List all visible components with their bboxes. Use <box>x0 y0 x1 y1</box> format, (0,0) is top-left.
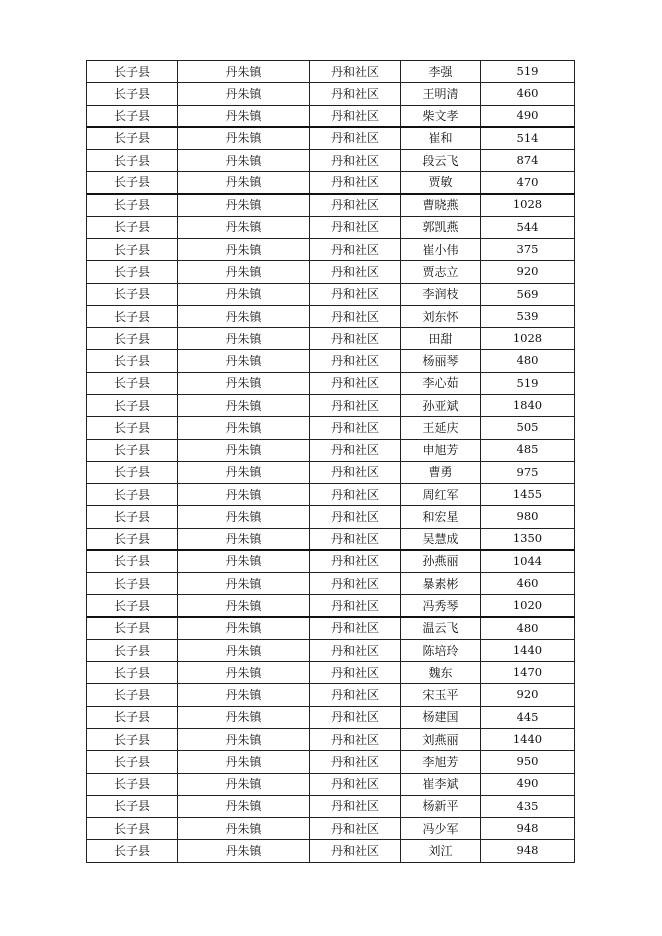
amount-cell: 948 <box>481 840 575 861</box>
table-row <box>87 395 575 417</box>
town-cell: 丹朱镇 <box>178 83 310 104</box>
community-cell: 丹和社区 <box>310 261 401 282</box>
community-cell: 丹和社区 <box>310 618 401 639</box>
town-cell: 丹朱镇 <box>178 172 310 192</box>
table-row <box>87 618 575 640</box>
town-cell: 丹朱镇 <box>178 684 310 705</box>
table-row <box>87 83 575 105</box>
town-cell: 丹朱镇 <box>178 640 310 661</box>
county-cell: 长子县 <box>87 840 178 861</box>
name-cell: 杨新平 <box>401 796 481 817</box>
county-cell: 长子县 <box>87 440 178 461</box>
town-cell: 丹朱镇 <box>178 440 310 461</box>
name-cell: 陈培玲 <box>401 640 481 661</box>
name-cell: 贾志立 <box>401 261 481 282</box>
town-cell: 丹朱镇 <box>178 774 310 795</box>
amount-cell: 470 <box>481 172 575 192</box>
amount-cell: 1028 <box>481 195 575 216</box>
name-cell: 孙亚斌 <box>401 395 481 416</box>
county-cell: 长子县 <box>87 417 178 438</box>
county-cell: 长子县 <box>87 529 178 549</box>
community-cell: 丹和社区 <box>310 484 401 505</box>
county-cell: 长子县 <box>87 373 178 394</box>
table-row <box>87 573 575 595</box>
town-cell: 丹朱镇 <box>178 618 310 639</box>
county-cell: 长子县 <box>87 618 178 639</box>
name-cell: 崔小伟 <box>401 239 481 260</box>
county-cell: 长子县 <box>87 462 178 483</box>
amount-cell: 445 <box>481 707 575 728</box>
name-cell: 田甜 <box>401 328 481 349</box>
community-cell: 丹和社区 <box>310 440 401 461</box>
name-cell: 王延庆 <box>401 417 481 438</box>
table-row <box>87 417 575 439</box>
community-cell: 丹和社区 <box>310 217 401 238</box>
county-cell: 长子县 <box>87 350 178 371</box>
town-cell: 丹朱镇 <box>178 818 310 839</box>
county-cell: 长子县 <box>87 484 178 505</box>
community-cell: 丹和社区 <box>310 818 401 839</box>
town-cell: 丹朱镇 <box>178 751 310 772</box>
amount-cell: 1470 <box>481 662 575 683</box>
name-cell: 暴素彬 <box>401 573 481 594</box>
town-cell: 丹朱镇 <box>178 662 310 683</box>
county-cell: 长子县 <box>87 729 178 750</box>
community-cell: 丹和社区 <box>310 328 401 349</box>
county-cell: 长子县 <box>87 684 178 705</box>
county-cell: 长子县 <box>87 818 178 839</box>
name-cell: 冯少军 <box>401 818 481 839</box>
county-cell: 长子县 <box>87 172 178 192</box>
table-row <box>87 729 575 751</box>
table-row <box>87 128 575 150</box>
name-cell: 杨丽琴 <box>401 350 481 371</box>
community-cell: 丹和社区 <box>310 150 401 171</box>
amount-cell: 569 <box>481 284 575 305</box>
town-cell: 丹朱镇 <box>178 484 310 505</box>
table-row <box>87 373 575 395</box>
name-cell: 李强 <box>401 61 481 82</box>
county-cell: 长子县 <box>87 328 178 349</box>
town-cell: 丹朱镇 <box>178 595 310 615</box>
town-cell: 丹朱镇 <box>178 707 310 728</box>
town-cell: 丹朱镇 <box>178 106 310 126</box>
table-row <box>87 484 575 506</box>
data-table <box>86 60 575 863</box>
amount-cell: 874 <box>481 150 575 171</box>
town-cell: 丹朱镇 <box>178 551 310 572</box>
name-cell: 申旭芳 <box>401 440 481 461</box>
name-cell: 刘燕丽 <box>401 729 481 750</box>
table-row <box>87 751 575 773</box>
community-cell: 丹和社区 <box>310 83 401 104</box>
amount-cell: 950 <box>481 751 575 772</box>
name-cell: 柴文孝 <box>401 106 481 126</box>
name-cell: 宋玉平 <box>401 684 481 705</box>
amount-cell: 544 <box>481 217 575 238</box>
name-cell: 刘东怀 <box>401 306 481 327</box>
name-cell: 李心茹 <box>401 373 481 394</box>
county-cell: 长子县 <box>87 150 178 171</box>
name-cell: 李旭芳 <box>401 751 481 772</box>
name-cell: 刘江 <box>401 840 481 861</box>
county-cell: 长子县 <box>87 707 178 728</box>
amount-cell: 539 <box>481 306 575 327</box>
table-row <box>87 350 575 372</box>
name-cell: 魏东 <box>401 662 481 683</box>
county-cell: 长子县 <box>87 284 178 305</box>
amount-cell: 1350 <box>481 529 575 549</box>
town-cell: 丹朱镇 <box>178 573 310 594</box>
town-cell: 丹朱镇 <box>178 150 310 171</box>
town-cell: 丹朱镇 <box>178 350 310 371</box>
amount-cell: 435 <box>481 796 575 817</box>
county-cell: 长子县 <box>87 61 178 82</box>
county-cell: 长子县 <box>87 640 178 661</box>
community-cell: 丹和社区 <box>310 239 401 260</box>
community-cell: 丹和社区 <box>310 774 401 795</box>
town-cell: 丹朱镇 <box>178 61 310 82</box>
amount-cell: 490 <box>481 106 575 126</box>
name-cell: 段云飞 <box>401 150 481 171</box>
table-row <box>87 328 575 350</box>
amount-cell: 480 <box>481 618 575 639</box>
amount-cell: 1044 <box>481 551 575 572</box>
town-cell: 丹朱镇 <box>178 195 310 216</box>
table-row <box>87 172 575 194</box>
table-row <box>87 462 575 484</box>
name-cell: 贾敏 <box>401 172 481 192</box>
table-row <box>87 818 575 840</box>
county-cell: 长子县 <box>87 796 178 817</box>
name-cell: 和宏星 <box>401 506 481 527</box>
table-row <box>87 506 575 528</box>
amount-cell: 505 <box>481 417 575 438</box>
town-cell: 丹朱镇 <box>178 328 310 349</box>
community-cell: 丹和社区 <box>310 61 401 82</box>
amount-cell: 480 <box>481 350 575 371</box>
town-cell: 丹朱镇 <box>178 462 310 483</box>
amount-cell: 948 <box>481 818 575 839</box>
name-cell: 吴慧成 <box>401 529 481 549</box>
town-cell: 丹朱镇 <box>178 729 310 750</box>
table-row <box>87 150 575 172</box>
amount-cell: 460 <box>481 573 575 594</box>
town-cell: 丹朱镇 <box>178 395 310 416</box>
amount-cell: 519 <box>481 61 575 82</box>
town-cell: 丹朱镇 <box>178 217 310 238</box>
community-cell: 丹和社区 <box>310 195 401 216</box>
table-row <box>87 529 575 551</box>
community-cell: 丹和社区 <box>310 373 401 394</box>
name-cell: 曹晓燕 <box>401 195 481 216</box>
table-row <box>87 774 575 796</box>
community-cell: 丹和社区 <box>310 284 401 305</box>
amount-cell: 980 <box>481 506 575 527</box>
name-cell: 孙燕丽 <box>401 551 481 572</box>
table-row <box>87 195 575 217</box>
county-cell: 长子县 <box>87 662 178 683</box>
town-cell: 丹朱镇 <box>178 284 310 305</box>
county-cell: 长子县 <box>87 306 178 327</box>
table-row <box>87 551 575 573</box>
table-row <box>87 640 575 662</box>
town-cell: 丹朱镇 <box>178 128 310 149</box>
table-row <box>87 595 575 617</box>
community-cell: 丹和社区 <box>310 506 401 527</box>
table-row <box>87 684 575 706</box>
amount-cell: 1440 <box>481 640 575 661</box>
table-row <box>87 306 575 328</box>
town-cell: 丹朱镇 <box>178 796 310 817</box>
amount-cell: 1440 <box>481 729 575 750</box>
community-cell: 丹和社区 <box>310 551 401 572</box>
county-cell: 长子县 <box>87 551 178 572</box>
name-cell: 冯秀琴 <box>401 595 481 615</box>
town-cell: 丹朱镇 <box>178 239 310 260</box>
table-row <box>87 440 575 462</box>
community-cell: 丹和社区 <box>310 417 401 438</box>
table-row <box>87 61 575 83</box>
amount-cell: 1028 <box>481 328 575 349</box>
name-cell: 曹勇 <box>401 462 481 483</box>
name-cell: 李润枝 <box>401 284 481 305</box>
county-cell: 长子县 <box>87 83 178 104</box>
community-cell: 丹和社区 <box>310 707 401 728</box>
county-cell: 长子县 <box>87 106 178 126</box>
county-cell: 长子县 <box>87 239 178 260</box>
town-cell: 丹朱镇 <box>178 529 310 549</box>
table-row <box>87 796 575 818</box>
community-cell: 丹和社区 <box>310 840 401 861</box>
amount-cell: 514 <box>481 128 575 149</box>
community-cell: 丹和社区 <box>310 595 401 615</box>
community-cell: 丹和社区 <box>310 640 401 661</box>
community-cell: 丹和社区 <box>310 395 401 416</box>
community-cell: 丹和社区 <box>310 462 401 483</box>
community-cell: 丹和社区 <box>310 529 401 549</box>
amount-cell: 920 <box>481 684 575 705</box>
amount-cell: 519 <box>481 373 575 394</box>
community-cell: 丹和社区 <box>310 684 401 705</box>
table-row <box>87 239 575 261</box>
amount-cell: 490 <box>481 774 575 795</box>
community-cell: 丹和社区 <box>310 796 401 817</box>
community-cell: 丹和社区 <box>310 573 401 594</box>
table-row <box>87 840 575 862</box>
county-cell: 长子县 <box>87 217 178 238</box>
community-cell: 丹和社区 <box>310 172 401 192</box>
name-cell: 崔李斌 <box>401 774 481 795</box>
community-cell: 丹和社区 <box>310 751 401 772</box>
county-cell: 长子县 <box>87 395 178 416</box>
town-cell: 丹朱镇 <box>178 417 310 438</box>
county-cell: 长子县 <box>87 573 178 594</box>
town-cell: 丹朱镇 <box>178 261 310 282</box>
amount-cell: 920 <box>481 261 575 282</box>
county-cell: 长子县 <box>87 595 178 615</box>
community-cell: 丹和社区 <box>310 306 401 327</box>
table-row <box>87 217 575 239</box>
town-cell: 丹朱镇 <box>178 506 310 527</box>
amount-cell: 1455 <box>481 484 575 505</box>
community-cell: 丹和社区 <box>310 128 401 149</box>
amount-cell: 375 <box>481 239 575 260</box>
community-cell: 丹和社区 <box>310 662 401 683</box>
county-cell: 长子县 <box>87 128 178 149</box>
county-cell: 长子县 <box>87 751 178 772</box>
community-cell: 丹和社区 <box>310 106 401 126</box>
town-cell: 丹朱镇 <box>178 306 310 327</box>
county-cell: 长子县 <box>87 261 178 282</box>
town-cell: 丹朱镇 <box>178 373 310 394</box>
amount-cell: 975 <box>481 462 575 483</box>
amount-cell: 485 <box>481 440 575 461</box>
amount-cell: 1020 <box>481 595 575 615</box>
county-cell: 长子县 <box>87 195 178 216</box>
community-cell: 丹和社区 <box>310 729 401 750</box>
amount-cell: 460 <box>481 83 575 104</box>
table-row <box>87 707 575 729</box>
town-cell: 丹朱镇 <box>178 840 310 861</box>
name-cell: 崔和 <box>401 128 481 149</box>
name-cell: 周红军 <box>401 484 481 505</box>
name-cell: 温云飞 <box>401 618 481 639</box>
name-cell: 王明清 <box>401 83 481 104</box>
name-cell: 杨建国 <box>401 707 481 728</box>
community-cell: 丹和社区 <box>310 350 401 371</box>
table-row <box>87 662 575 684</box>
county-cell: 长子县 <box>87 774 178 795</box>
county-cell: 长子县 <box>87 506 178 527</box>
table-row <box>87 106 575 128</box>
table-row <box>87 261 575 283</box>
amount-cell: 1840 <box>481 395 575 416</box>
table-row <box>87 284 575 306</box>
name-cell: 郭凯燕 <box>401 217 481 238</box>
